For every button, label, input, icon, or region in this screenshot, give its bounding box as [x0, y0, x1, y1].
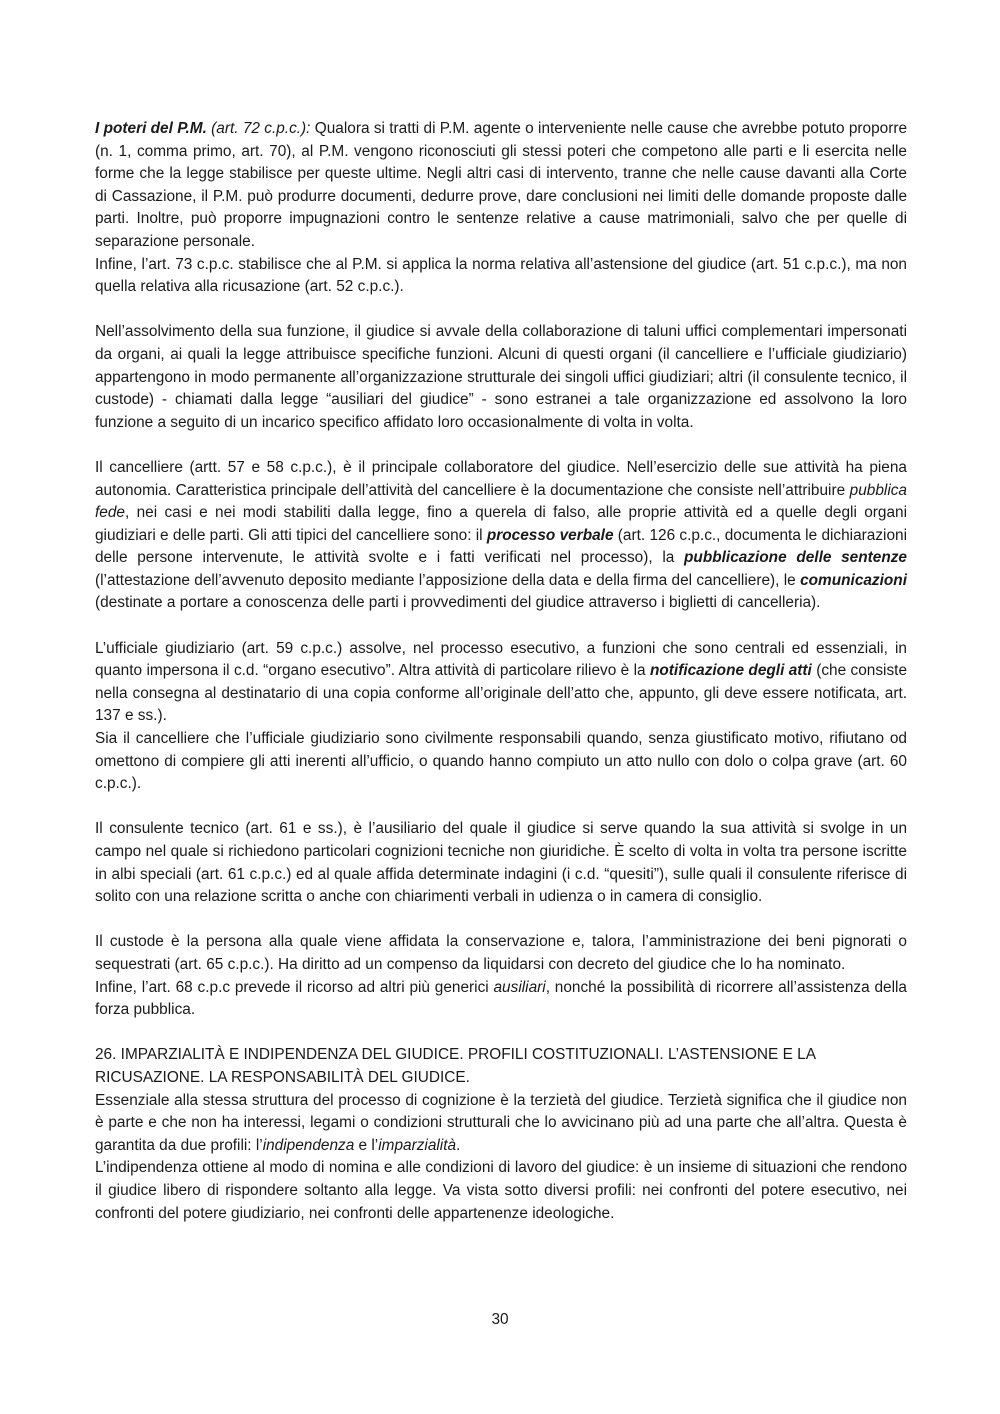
paragraph-text: . [456, 1136, 461, 1154]
term-comunicazioni: comunicazioni [800, 571, 907, 589]
paragraph-text: Il cancelliere (artt. 57 e 58 c.p.c.), è il principale collaboratore del giudice. Nell’esercizio delle sue attività ha piena autonomia. Caratteristica principale dell’attività del cancelliere è la documentazione che consiste nell’attribuire [95, 458, 907, 499]
section-title-poteri-pm: I poteri del P.M. [95, 120, 207, 137]
emphasis-indipendenza: indipendenza [262, 1136, 355, 1154]
paragraph-spacer [95, 615, 907, 638]
paragraph-consulente-tecnico: Il consulente tecnico (art. 61 e ss.), è l’ausiliario del quale il giudice si serve quando la sua attività si svolge in un campo nel quale si richiedono particolari cognizioni tecniche non giuridiche. È scelto di volta in volta tra persone iscritte in albi speciali (art. 61 c.p.c.) ed al quale affida determinate indagini (i c.d. “quesiti”), sulle quali il consulente riferisce di solito con una relazione scritta o anche con chiarimenti verbali in udienza o in camera di consiglio. [95, 820, 907, 906]
section-heading: 26. IMPARZIALITÀ E INDIPENDENZA DEL GIUDICE. PROFILI COSTITUZIONALI. L’ASTENSIONE E LA RICUSAZIONE. LA RESPONSABILITÀ DEL GIUDICE. [95, 1046, 816, 1086]
paragraph-text: (che consiste nella consegna al destinatario di una copia conforme all’originale dell’atto che, appunto, gli deve essere notificata, art. 137 e ss.). [95, 662, 908, 725]
emphasis-imparzialita: imparzialità [378, 1136, 457, 1154]
document-body [95, 118, 907, 1225]
paragraph-text: , nonché la possibilità di ricorrere all’assistenza della forza pubblica. [95, 978, 907, 1019]
paragraph-text: , nei casi e nei modi stabiliti dalla legge, fino a querela di falso, alle proprie attività ed a quelle degli organi giudiziari e delle parti. Gli atti tipici del cancelliere sono: il [95, 504, 907, 544]
term-pubblicazione-sentenze: pubblicazione delle sentenze [684, 549, 907, 567]
paragraph-cancelliere [95, 457, 907, 615]
paragraph-ufficiale-giudiziario [95, 638, 907, 728]
paragraph-spacer [95, 909, 907, 932]
paragraph-spacer [95, 796, 907, 819]
paragraph-art-73: Infine, l’art. 73 c.p.c. stabilisce che al P.M. si applica la norma relativa all’astensione del giudice (art. 51 c.p.c.), ma non quella relativa alla ricusazione (art. 52 c.p.c.). [95, 255, 907, 296]
paragraph-art-68 [95, 977, 907, 1022]
paragraph-text: Qualora si tratti di P.M. agente o interveniente nelle cause che avrebbe potuto proporre (n. 1, comma primo, art. 70), al P.M. vengono riconosciuti gli stessi poteri che competono alle parti e li esercita nelle forme che la legge stabilisce per queste ultime. Negli altri casi di intervento, tranne che nelle cause davanti alla Corte di Cassazione, il P.M. può produrre documenti, dedurre prove, dare conclusioni nei limiti delle domande proposte dalle parti. Inoltre, può proporre impugnazioni contro le sentenze relative a cause matrimoniali, salvo che per quelle di separazione personale. [95, 120, 908, 250]
paragraph-ausiliari: Nell’assolvimento della sua funzione, il giudice si avvale della collaborazione di taluni uffici complementari impersonati da organi, ai quali la legge attribuisce specifiche funzioni. Alcuni di questi organi (il cancelliere e l’ufficiale giudiziario) appartengono in modo permanente all’organizzazione strutturale dei singoli uffici giudiziari; altri (il consulente tecnico, il custode) - chiamati dalla legge “ausiliari del giudice” - sono estranei a tale organizzazione ed assolvono la loro funzione a seguito di un incarico specifico affidato loro occasionalmente di volta in volta. [95, 323, 907, 431]
paragraph-text: (art. 126 c.p.c., documenta le dichiarazioni delle persone intervenute, le attività svolte e i fatti verificati nel processo), la [95, 526, 907, 567]
page-number: 30 [491, 1311, 509, 1328]
paragraph-spacer [95, 434, 907, 457]
paragraph-text: (l’attestazione dell’avvenuto deposito mediante l’apposizione della data e della firma del cancelliere), le [95, 571, 801, 589]
paragraph-text: Essenziale alla stessa struttura del processo di cognizione è la terzietà del giudice. Terzietà significa che il giudice non è parte e che non ha interessi, legami o condizioni strutturali che lo avvicinano più ad una parte che all’altra. Questa è garantita da due profili: l’ [95, 1091, 907, 1154]
emphasis-ausiliari: ausiliari [493, 978, 546, 996]
paragraph-terzieta [95, 1090, 907, 1158]
paragraph-indipendenza: L’indipendenza ottiene al modo di nomina e alle condizioni di lavoro del giudice: è un insieme di situazioni che rendono il giudice libero di rispondere soltanto alla legge. Va vista sotto diversi profili: nei confronti del potere esecutivo, nei confronti del potere giudiziario, nei confronti delle appartenenze ideologiche. [95, 1159, 907, 1222]
paragraph-text: e l’ [354, 1136, 379, 1154]
paragraph-spacer [95, 299, 907, 322]
term-processo-verbale: processo verbale [486, 526, 614, 544]
paragraph-responsabilita-ausiliari: Sia il cancelliere che l’ufficiale giudiziario sono civilmente responsabili quando, senza giustificato motivo, rifiutano od omettono di compiere gli atti inerenti all’ufficio, o quando hanno compiuto un atto nullo con dolo o colpa grave (art. 60 c.p.c.). [95, 730, 907, 793]
paragraph-text: L’ufficiale giudiziario (art. 59 c.p.c.) assolve, nel processo esecutivo, a funzioni che sono centrali ed essenziali, in quanto impersona il c.d. “organo esecutivo”. Altra attività di particolare rilievo è la [95, 639, 907, 680]
paragraph-spacer [95, 1022, 907, 1045]
paragraph-text: Infine, l’art. 68 c.p.c prevede il ricorso ad altri più generici [95, 978, 494, 996]
emphasis-pubblica-fede: pubblica fede [95, 481, 907, 522]
paragraph-custode: Il custode è la persona alla quale viene affidata la conservazione e, talora, l’amministrazione dei beni pignorati o sequestrati (art. 65 c.p.c.). Ha diritto ad un compenso da liquidarsi con decreto del giudice che lo ha nominato. [95, 933, 907, 973]
term-notificazione-atti: notificazione degli atti [649, 662, 812, 680]
paragraph-poteri-pm [95, 118, 907, 254]
paragraph-text: (destinate a portare a conoscenza delle parti i provvedimenti del giudice attraverso i biglietti di cancelleria). [95, 594, 821, 612]
article-reference: (art. 72 c.p.c.): [206, 120, 311, 137]
